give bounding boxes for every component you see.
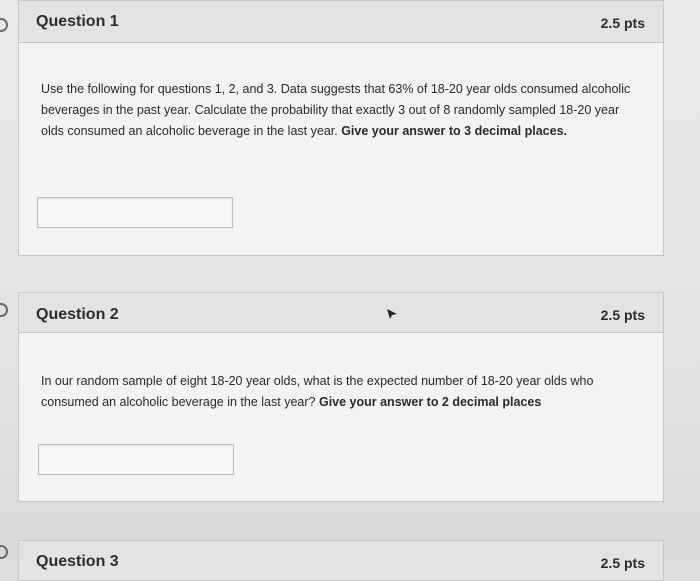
question-header [19,541,663,581]
question-points: 2.5 pts [600,15,645,31]
question-title: Question 2 [36,306,119,323]
question-instruction: Give your answer to 2 decimal places [318,395,542,409]
question-title: Question 3 [36,553,119,570]
question-title: Question 1 [36,13,119,30]
question-card-2 [18,292,664,502]
mouse-pointer-icon [385,307,399,321]
question-flag-icon[interactable] [0,545,8,559]
question-card-1 [18,0,664,256]
question-prompt: Use the following for questions 1, 2, and 3. Data suggests that 63% of 18-20 year olds consumed alcoholic beverages in the past year. Calculate the probability that exactly 3 out of 8 randomly sampled 18-20 year olds consumed an alcoholic beverage in the last year. [41,82,631,138]
answer-input[interactable] [37,197,233,228]
question-flag-icon[interactable] [0,303,8,317]
question-body [19,333,663,413]
question-text [41,79,641,142]
question-header [19,1,663,43]
question-header [19,293,663,333]
question-prompt: In our random sample of eight 18-20 year olds, what is the expected number of 18-20 year olds who consumed an alcoholic beverage in the last year? [41,374,594,409]
answer-input[interactable] [38,444,234,475]
question-body [19,43,663,142]
question-points: 2.5 pts [600,307,645,323]
question-text [41,371,623,413]
question-points: 2.5 pts [600,555,645,571]
question-flag-icon[interactable] [0,18,8,32]
question-instruction: Give your answer to 3 decimal places. [341,124,567,138]
question-card-3 [18,540,664,580]
